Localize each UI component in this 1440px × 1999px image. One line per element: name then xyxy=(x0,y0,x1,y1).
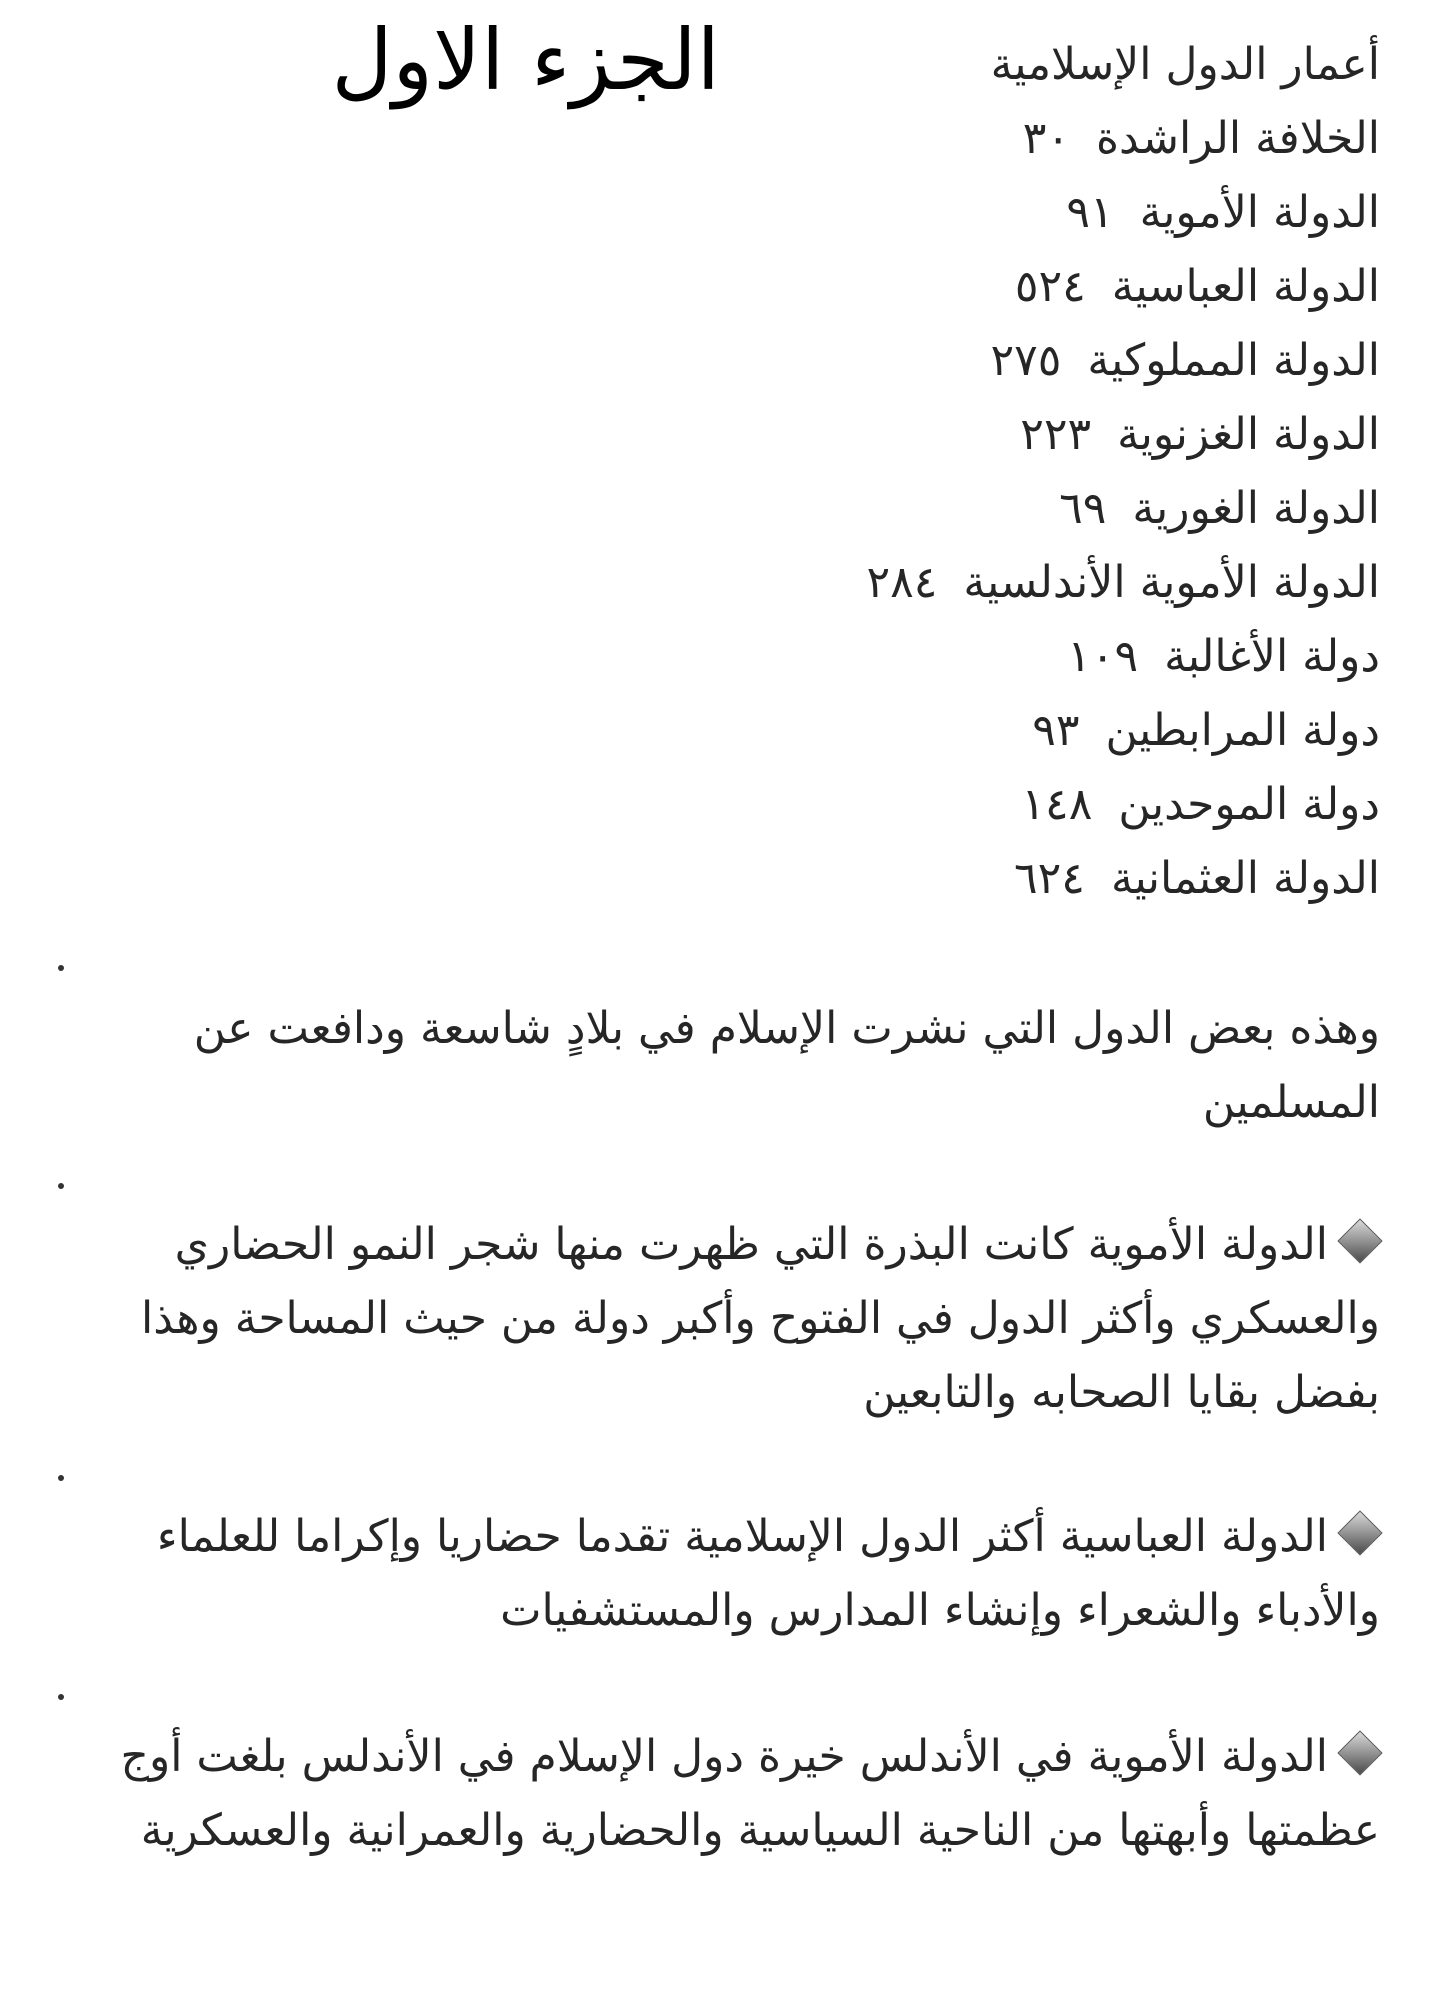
dynasty-name: دولة الأغالبة xyxy=(1164,631,1380,682)
dynasty-years: ٩٣ xyxy=(1032,705,1080,756)
diamond-bullet-icon xyxy=(1337,1218,1382,1263)
dynasty-age-row xyxy=(660,768,1380,842)
dynasty-years: ٥٢٤ xyxy=(1014,261,1086,312)
diamond-bullet-icon xyxy=(1337,1510,1382,1555)
dynasty-name: الدولة الأموية xyxy=(1139,187,1380,238)
dynasty-name: الدولة العباسية xyxy=(1111,261,1380,312)
dynasty-age-row xyxy=(660,842,1380,916)
dynasty-ages-list xyxy=(660,28,1380,916)
dynasty-years: ٦٩ xyxy=(1059,483,1107,534)
dynasty-years: ١٤٨ xyxy=(1021,779,1093,830)
dynasty-years: ١٠٩ xyxy=(1067,631,1139,682)
dynasty-age-row xyxy=(660,324,1380,398)
point-abbasid xyxy=(80,1500,1380,1648)
part-title: الجزء الاول xyxy=(331,11,720,109)
dynasty-age-row xyxy=(660,398,1380,472)
dynasty-years: ٢٢٣ xyxy=(1020,409,1092,460)
dynasty-name: الدولة المملوكية xyxy=(1087,335,1380,386)
dynasty-name: دولة الموحدين xyxy=(1118,779,1380,830)
dynasty-name: الدولة العثمانية xyxy=(1110,853,1380,904)
dynasty-name: دولة المرابطين xyxy=(1105,705,1380,756)
dynasty-age-row xyxy=(660,250,1380,324)
dynasty-age-row xyxy=(660,176,1380,250)
dynasty-years: ٢٧٥ xyxy=(990,335,1062,386)
point-text: الدولة الأموية كانت البذرة التي ظهرت منها شجر النمو الحضاري والعسكري وأكثر الدول في الفتوح وأكبر دولة من حيث المساحة وهذا بفضل بقايا الصحابه والتابعين xyxy=(140,1219,1380,1418)
dynasty-years: ٢٨٤ xyxy=(866,557,938,608)
separator-dot xyxy=(58,1183,64,1189)
dynasty-age-row xyxy=(660,472,1380,546)
separator-dot xyxy=(58,1694,64,1700)
dynasty-age-row xyxy=(660,102,1380,176)
separator-dot xyxy=(58,1475,64,1481)
dynasty-years: ٣٠ xyxy=(1022,113,1070,164)
dynasty-name: الخلافة الراشدة xyxy=(1095,113,1380,164)
point-text: الدولة العباسية أكثر الدول الإسلامية تقدما حضاريا وإكراما للعلماء والأدباء والشعراء وإنشاء المدارس والمستشفيات xyxy=(156,1511,1380,1636)
dynasty-age-row xyxy=(660,620,1380,694)
dynasty-name: الدولة الأموية الأندلسية xyxy=(963,557,1380,608)
dynasty-years: ٩١ xyxy=(1066,187,1114,238)
point-andalusian-umayyad xyxy=(80,1720,1380,1868)
diamond-bullet-icon xyxy=(1337,1730,1382,1775)
intro-paragraph: وهذه بعض الدول التي نشرت الإسلام في بلادٍ شاسعة ودافعت عن المسلمين xyxy=(193,1003,1380,1128)
dynasty-name: الدولة الغزنوية xyxy=(1117,409,1380,460)
dynasty-age-row xyxy=(660,694,1380,768)
point-umayyad xyxy=(80,1208,1380,1430)
dynasty-age-row xyxy=(660,546,1380,620)
dynasty-years: ٦٢٤ xyxy=(1014,853,1085,904)
point-text: الدولة الأموية في الأندلس خيرة دول الإسلام في الأندلس بلغت أوج عظمتها وأبهتها من الناحية السياسية والحضارية والعمرانية والعسكرية xyxy=(120,1731,1380,1856)
dynasty-name: الدولة الغورية xyxy=(1132,483,1380,534)
dynasty-ages-heading: أعمار الدول الإسلامية xyxy=(990,39,1380,90)
separator-dot xyxy=(58,965,64,971)
